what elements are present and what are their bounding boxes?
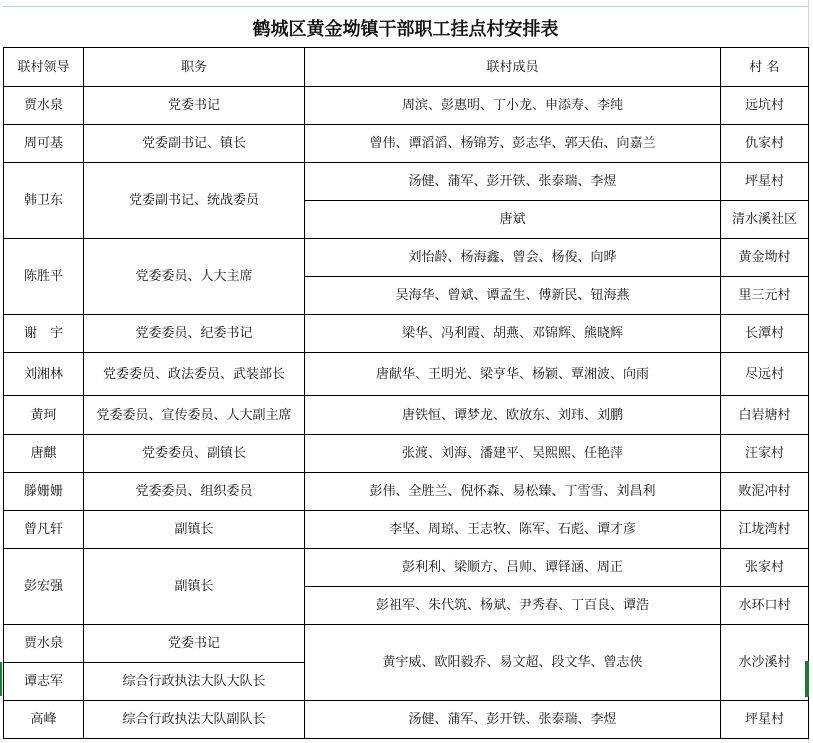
cell-selection-marker <box>805 661 809 697</box>
cell-village[interactable]: 尽远村 <box>721 353 809 396</box>
header-members[interactable]: 联村成员 <box>305 48 721 87</box>
cell-duty[interactable]: 党委委员、副镇长 <box>84 435 305 473</box>
cell-leader[interactable]: 刘湘林 <box>4 353 84 396</box>
cell-duty[interactable]: 党委委员、宣传委员、人大副主席 <box>84 396 305 435</box>
table-title: 鹤城区黄金坳镇干部职工挂点村安排表 <box>252 19 559 40</box>
cell-duty[interactable]: 党委书记 <box>84 625 305 663</box>
cell-members[interactable]: 李坚、周琼、王志牧、陈军、石彪、谭才彦 <box>305 511 721 549</box>
table-row <box>4 701 809 739</box>
cell-duty[interactable]: 党委书记 <box>84 87 305 125</box>
cell-leader[interactable]: 彭宏强 <box>4 549 84 625</box>
cell-village[interactable]: 坪星村 <box>721 163 809 201</box>
cell-duty[interactable]: 综合行政执法大队副队长 <box>84 701 305 739</box>
cell-leader[interactable]: 韩卫东 <box>4 163 84 239</box>
cell-members[interactable]: 唐铁恒、谭梦龙、欧放东、刘玮、刘鹏 <box>305 396 721 435</box>
cell-village[interactable]: 仇家村 <box>721 125 809 163</box>
cell-leader[interactable]: 曾凡轩 <box>4 511 84 549</box>
cell-village[interactable]: 江垅湾村 <box>721 511 809 549</box>
cell-village[interactable]: 黄金坳村 <box>721 239 809 277</box>
table-row <box>4 125 809 163</box>
cell-village[interactable]: 败泥冲村 <box>721 473 809 511</box>
cell-members[interactable]: 刘怡龄、杨海鑫、曾会、杨俊、向晔 <box>305 239 721 277</box>
cell-leader[interactable]: 陈胜平 <box>4 239 84 315</box>
cell-leader[interactable]: 贾水泉 <box>4 87 84 125</box>
cell-leader[interactable]: 滕姗姗 <box>4 473 84 511</box>
cell-duty[interactable]: 综合行政执法大队大队长 <box>84 663 305 701</box>
cell-members[interactable]: 周滨、彭惠明、丁小龙、申添寿、李纯 <box>305 87 721 125</box>
cell-members[interactable]: 汤健、蒲军、彭开铁、张泰瑞、李煜 <box>305 163 721 201</box>
cell-village[interactable]: 汪家村 <box>721 435 809 473</box>
cell-duty[interactable]: 党委委员、人大主席 <box>84 239 305 315</box>
cell-members[interactable]: 唐献华、王明光、梁亨华、杨颖、覃湘波、向雨 <box>305 353 721 396</box>
header-leader[interactable]: 联村领导 <box>4 48 84 87</box>
table-row <box>4 239 809 277</box>
cell-village[interactable]: 张家村 <box>721 549 809 587</box>
cell-members[interactable]: 黄宇威、欧阳毅乔、易文超、段文华、曾志侠 <box>305 625 721 701</box>
cell-duty[interactable]: 党委副书记、统战委员 <box>84 163 305 239</box>
header-village[interactable]: 村 名 <box>721 48 809 87</box>
cell-village[interactable]: 远坑村 <box>721 87 809 125</box>
cell-leader[interactable]: 谭志军 <box>4 663 84 701</box>
cell-duty[interactable]: 党委委员、纪委书记 <box>84 315 305 353</box>
cell-members[interactable]: 张渡、刘海、潘建平、吴熙熙、任艳萍 <box>305 435 721 473</box>
table-row <box>4 473 809 511</box>
cell-leader[interactable]: 谢 宇 <box>4 315 84 353</box>
cell-leader[interactable]: 黄珂 <box>4 396 84 435</box>
cell-leader[interactable]: 周可基 <box>4 125 84 163</box>
table-row <box>4 396 809 435</box>
table-row <box>4 549 809 587</box>
table-row <box>4 87 809 125</box>
cell-duty[interactable]: 党委副书记、镇长 <box>84 125 305 163</box>
cell-leader[interactable]: 高峰 <box>4 701 84 739</box>
cell-members[interactable]: 吴海华、曾斌、谭孟生、傅新民、钮海燕 <box>305 277 721 315</box>
cell-village[interactable]: 水沙溪村 <box>721 625 809 701</box>
cell-duty[interactable]: 副镇长 <box>84 511 305 549</box>
table-row <box>4 511 809 549</box>
table-row <box>4 353 809 396</box>
cell-members[interactable]: 彭利利、梁顺方、吕帅、谭铎涵、周正 <box>305 549 721 587</box>
cell-members[interactable]: 彭伟、全胜兰、倪怀森、易松臻、丁雪雪、刘昌利 <box>305 473 721 511</box>
cell-members[interactable]: 唐斌 <box>305 201 721 239</box>
title-row[interactable] <box>3 6 808 45</box>
cell-duty[interactable]: 副镇长 <box>84 549 305 625</box>
cell-village[interactable]: 水环口村 <box>721 587 809 625</box>
cell-village[interactable]: 清水溪社区 <box>721 201 809 239</box>
table-row <box>4 315 809 353</box>
cell-members[interactable]: 汤健、蒲军、彭开铁、张泰瑞、李煜 <box>305 701 721 739</box>
cell-leader[interactable]: 唐麒 <box>4 435 84 473</box>
header-duty[interactable]: 职务 <box>84 48 305 87</box>
cell-members[interactable]: 彭祖军、朱代筑、杨斌、尹秀春、丁百良、谭浩 <box>305 587 721 625</box>
table-row <box>4 163 809 201</box>
cell-duty[interactable]: 党委委员、政法委员、武装部长 <box>84 353 305 396</box>
cell-members[interactable]: 曾伟、谭滔滔、杨锦芳、彭志华、郭天佑、向嘉兰 <box>305 125 721 163</box>
cell-leader[interactable]: 贾水泉 <box>4 625 84 663</box>
table-row <box>4 435 809 473</box>
cell-village[interactable]: 长潭村 <box>721 315 809 353</box>
cell-selection-marker <box>0 662 2 696</box>
table-row <box>4 625 809 663</box>
cell-members[interactable]: 梁华、冯利霞、胡燕、邓锦辉、熊晓辉 <box>305 315 721 353</box>
cell-village[interactable]: 坪星村 <box>721 701 809 739</box>
cell-village[interactable]: 里三元村 <box>721 277 809 315</box>
header-row <box>4 48 809 87</box>
assignment-table <box>3 47 809 739</box>
cell-village[interactable]: 白岩塘村 <box>721 396 809 435</box>
cell-duty[interactable]: 党委委员、组织委员 <box>84 473 305 511</box>
